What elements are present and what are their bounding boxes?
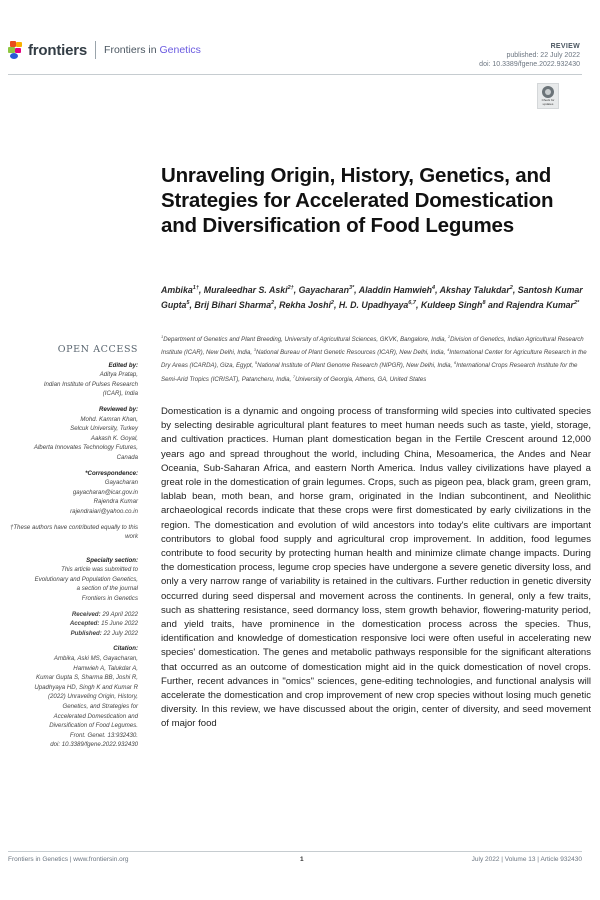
citation-line: Kumar Gupta S, Sharma BB, Joshi R, — [36, 674, 138, 682]
edited-by-label: Edited by: — [108, 361, 138, 369]
brand-name: frontiers — [28, 41, 88, 59]
journal-section: Genetics — [159, 44, 201, 56]
published-date-sidebar — [8, 629, 138, 639]
reviewed-by-label: Reviewed by: — [99, 405, 138, 413]
dates-section — [8, 610, 138, 639]
reviewed-by-section — [8, 405, 138, 463]
author-name[interactable]: Muraleedhar S. Aski$^{2\dagger}$ — [203, 284, 294, 295]
header-divider — [95, 41, 96, 59]
author-name[interactable]: Santosh Kumar Gupta$^5$ — [161, 284, 583, 310]
author-name[interactable]: Gayacharan$^{3*}$ — [298, 284, 355, 295]
affiliation-text: Division of Genetics, Indian Agricultural Research Institute (ICAR), New Delhi, India, — [161, 336, 584, 357]
check-for-updates-icon — [542, 86, 554, 98]
author-affiliation-marker: 2 — [330, 299, 334, 306]
date-value: 22 July 2022 — [103, 629, 138, 637]
article-meta — [479, 42, 580, 69]
page-number: 1 — [300, 856, 304, 863]
date-value: 29 April 2022 — [102, 610, 138, 618]
correspondent-name: Rajendra Kumar — [93, 498, 138, 506]
citation-line: (2022) Unraveling Origin, History, — [48, 693, 138, 701]
author-affiliation-marker: 4 — [432, 285, 436, 291]
author-name[interactable]: Kuldeep Singh$^8$ — [420, 299, 486, 310]
specialty-label: Specialty section: — [86, 556, 138, 564]
date-value: 15 June 2022 — [101, 620, 138, 628]
citation-line: Ambika, Aski MS, Gayacharan, — [53, 655, 138, 663]
reviewer-line: Alberta Innovates Technology Futures, — [33, 444, 138, 452]
received-date — [8, 610, 138, 620]
specialty-section — [8, 556, 138, 604]
correspondence-label: *Correspondence: — [85, 469, 138, 477]
author-name[interactable]: Aladdin Hamwieh$^4$ — [358, 284, 436, 295]
specialty-line: This article was submitted to — [61, 566, 138, 574]
affiliation-text: Department of Genetics and Plant Breeding, University of Agricultural Sciences, GKVK, Bangalore, India, — [163, 336, 448, 344]
author-name[interactable]: H. D. Upadhyaya$^{6,7}$ — [338, 299, 416, 310]
affiliation-marker: 3 — [253, 347, 257, 353]
author-affiliation-marker: 6,7 — [408, 299, 416, 306]
affiliation-text: National Institute of Plant Genome Research (NIPGR), New Delhi, India, — [257, 362, 454, 370]
correspondent-name: Gayacharan — [104, 479, 138, 487]
date-label: Published: — [70, 629, 102, 637]
author-affiliation-marker: 2* — [573, 299, 580, 306]
correspondence-section — [8, 469, 138, 517]
open-access-label: OPEN ACCESS — [57, 344, 138, 355]
citation-line: Diversification of Food Legumes. — [49, 722, 138, 730]
affiliation-text: National Bureau of Plant Genetic Resources (ICAR), New Delhi, India, — [256, 349, 448, 357]
editor-line: Indian Institute of Pulses Research — [43, 380, 138, 388]
author-affiliation-marker: 5 — [186, 299, 190, 306]
author-affiliation-marker: 2 — [271, 299, 275, 306]
date-label: Accepted: — [69, 620, 100, 628]
reviewer-line[interactable]: Aakash K. Goyal, — [90, 434, 138, 442]
author-list: Ambika$^{1\dagger}$, Muraleedhar S. Aski$^{2\dagger}$, Gayacharan$^{3*}$, Aladdin Hamwieh$^4$, Akshay Talukdar$^2$, Santosh Kumar Gupta$^5$, Brij Bihari Sharma$^2$, Rekha Joshi$^2$, H. D. Upadhyaya$^{6,7}$, Kuldeep Singh$^8$ and Rajendra Kumar$^{2*}$ — [161, 284, 583, 310]
author-affiliation-marker: 8 — [482, 299, 486, 306]
published-date: published: 22 July 2022 — [506, 52, 580, 59]
author-name[interactable]: Rajendra Kumar$^{2*}$ — [506, 299, 580, 310]
equal-contribution-note: †These authors have contributed equally to this work — [9, 523, 138, 541]
editor-line: (ICAR), India — [102, 390, 138, 398]
citation-line: Upadhyaya HD, Singh K and Kumar R — [34, 683, 138, 691]
frontiers-logo-icon — [8, 41, 24, 59]
affiliation-marker: 1 — [161, 334, 164, 339]
author-name[interactable]: Akshay Talukdar$^2$ — [439, 284, 513, 295]
edited-by-section — [8, 361, 138, 399]
affiliation-text: University of Georgia, Athens, GA, United States — [295, 375, 427, 383]
editor-line[interactable]: Aditya Pratap, — [99, 371, 138, 379]
affiliation-marker: 5 — [254, 360, 258, 366]
author-affiliation-marker: 2 — [509, 285, 513, 291]
abstract-text: Domestication is a dynamic and ongoing process of transforming wild species into cultivated species by selecting desirable agricultural plant features to meet human needs such as taste, yield, storage, and cultivation practices. Human plant domestication began in the Fertile Crescent around 12,000 years ago and spread throughout the world, including China, Mesoamerica, the Andes and Near Oceania, Sub-Saharan Africa, and eastern North America. Indus valley civilizations have played a great role in the domestication of grain legumes. Crops, such as pigeon pea, black gram, green gram, lablab bean, moth bean, and horse gram, originated in the Indian subcontinent, and Neolithic archaeological records indicate that these crops were first domesticated by early civilizations in the region. The domestication and evolution of wild ancestors into today's elite cultivars are important contributors to global food supply and agricultural crop improvement. In addition, food legumes contribute to food security by protecting human health and minimize climate change impacts. During the domestication process, legume crop species have undergone a severe genetic diversity loss, and only a very narrow range of variability is retained in the cultivars. Further reduction in genetic diversity occurred during seed dispersal and movement across the continents. In general, only a few traits, such as shattering resistance, seed dormancy loss, stem growth behavior, flowering-maturity period, and yield traits, have prominence in the domestication process across the species. Thus, identification and knowledge of domestication responsive loci were often useful in accelerating new species' domestication. The genes and metabolic pathways responsible for the significant alterations that occurred as an outcome of domestication might aid in the quick domestication of novel crops. Further, recent advances in "omics" sciences, gene-editing technologies, and functional analysis will accelerate the domestication and crop improvement of new crop species without losing much genetic diversity. In this review, we have discussed about the origin, center of diversity, and seed movement of major food — [161, 406, 591, 730]
author-name[interactable]: Rekha Joshi$^2$ — [279, 299, 334, 310]
author-affiliation-marker: 1† — [192, 285, 199, 291]
specialty-line: a section of the journal — [76, 585, 138, 593]
affiliation-text: International Center for Agriculture Research in the Dry Areas (ICARDA), Giza, Egypt, — [161, 349, 587, 370]
affiliation-marker: 4 — [447, 347, 450, 353]
check-for-updates-label: Check for updates — [541, 98, 555, 106]
affiliations — [161, 332, 591, 385]
accepted-date — [8, 619, 138, 629]
check-for-updates-button[interactable] — [537, 83, 559, 109]
author-name[interactable]: Ambika$^{1\dagger}$ — [161, 284, 199, 295]
reviewer-line: Canada — [116, 453, 138, 461]
journal-prefix: Frontiers in — [104, 44, 160, 56]
citation-section — [8, 644, 138, 750]
header-rule — [8, 74, 582, 75]
article-type: REVIEW — [550, 43, 580, 50]
correspondent-email[interactable]: rajendraiari@yahoo.co.in — [70, 507, 138, 515]
correspondent-email[interactable]: gayacharan@icar.gov.in — [72, 488, 138, 496]
citation-label: Citation: — [113, 645, 138, 653]
author-affiliation-marker: 3* — [348, 285, 355, 291]
affiliation-marker: 2 — [447, 334, 451, 339]
specialty-line: Evolutionary and Population Genetics, — [34, 575, 138, 583]
citation-line: Accelerated Domestication and — [53, 712, 138, 720]
date-label: Received: — [71, 610, 101, 618]
author-name[interactable]: Brij Bihari Sharma$^2$ — [194, 299, 275, 310]
article-sidebar — [8, 345, 138, 756]
reviewer-line[interactable]: Mohd. Kamran Khan, — [80, 415, 138, 423]
affiliation-marker: 6 — [453, 360, 457, 366]
footer-journal-link[interactable]: Frontiers in Genetics | www.frontiersin.org — [8, 856, 129, 863]
doi[interactable]: doi: 10.3389/fgene.2022.932430 — [479, 61, 580, 68]
citation-doi[interactable]: doi: 10.3389/fgene.2022.932430 — [50, 741, 138, 749]
specialty-line: Frontiers in Genetics — [81, 595, 138, 603]
footer-issue-info: July 2022 | Volume 13 | Article 932430 — [471, 856, 582, 863]
affiliation-text: International Crops Research Institute for the Semi-Arid Tropics (ICRISAT), Patancheru, India, — [161, 362, 578, 383]
author-affiliation-marker: 2† — [287, 285, 294, 291]
article-title: Unraveling Origin, History, Genetics, and Strategies for Accelerated Domestication and Diversification of Food Legumes — [161, 164, 554, 237]
citation-line: Hamwieh A, Talukdar A, — [73, 664, 138, 672]
journal-name[interactable] — [104, 44, 201, 56]
citation-line: Front. Genet. 13:932430. — [69, 731, 138, 739]
frontiers-logo[interactable] — [8, 40, 201, 60]
affiliation-marker: 7 — [292, 373, 296, 379]
footer-rule — [8, 851, 582, 852]
citation-line: Genetics, and Strategies for — [62, 703, 138, 710]
reviewer-line: Selcuk University, Turkey — [70, 425, 138, 433]
